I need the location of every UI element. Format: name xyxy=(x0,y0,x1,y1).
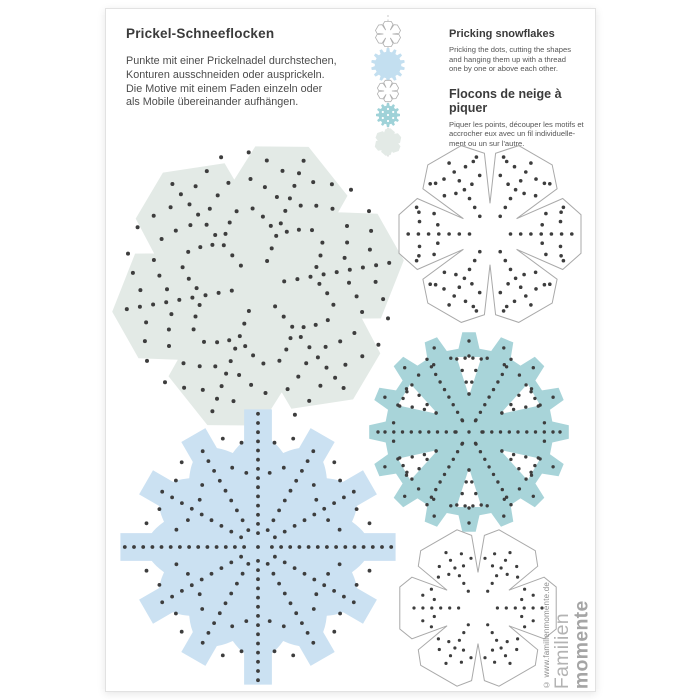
branding-vertical xyxy=(543,582,592,689)
instructions-french-line: Piquer les points, découper les motifs et xyxy=(449,119,584,129)
instructions-english-line: and hanging them up with a thread xyxy=(449,54,566,64)
branding-logo-regular: Familien xyxy=(551,612,573,689)
instructions-english-line: Pricking the dots, cutting the shapes xyxy=(449,45,571,54)
instructions-english xyxy=(449,45,589,74)
instructions-german-line: Punkte mit einer Prickelnadel durchstechen, xyxy=(126,55,337,67)
snowflake-large-pale-green xyxy=(108,136,408,436)
branding-url: © www.familienmomente.de xyxy=(542,581,551,689)
heading-french: Flocons de neige à piquer xyxy=(449,86,562,115)
translations-column xyxy=(449,28,589,149)
branding-logo-bold: momente xyxy=(570,600,593,689)
instructions-french-line: ment ou un sur l'autre. xyxy=(449,138,525,148)
page-title: Prickel-Schneeflocken xyxy=(126,26,275,41)
snowflake-outline-bottom-right xyxy=(393,523,563,693)
snowflake-outline-top-right xyxy=(395,139,585,329)
heading-english: Pricking snowflakes xyxy=(449,28,555,40)
instructions-german-line: Konturen ausschneiden oder ausprickeln. xyxy=(126,68,325,81)
snowflake-large-light-blue xyxy=(113,402,403,692)
instructions-french-line: accrocher eux avec un fil individuelle- xyxy=(449,129,576,139)
worksheet-page xyxy=(105,8,596,692)
instructions-english-line: one by one or above each other. xyxy=(449,64,558,74)
branding-logo-text xyxy=(553,582,592,689)
instructions-german-line: als Mobile übereinander aufhängen. xyxy=(126,96,299,109)
instructions-german xyxy=(126,55,337,110)
instructions-german-line: Die Motive mit einem Faden einzeln oder xyxy=(126,82,323,95)
